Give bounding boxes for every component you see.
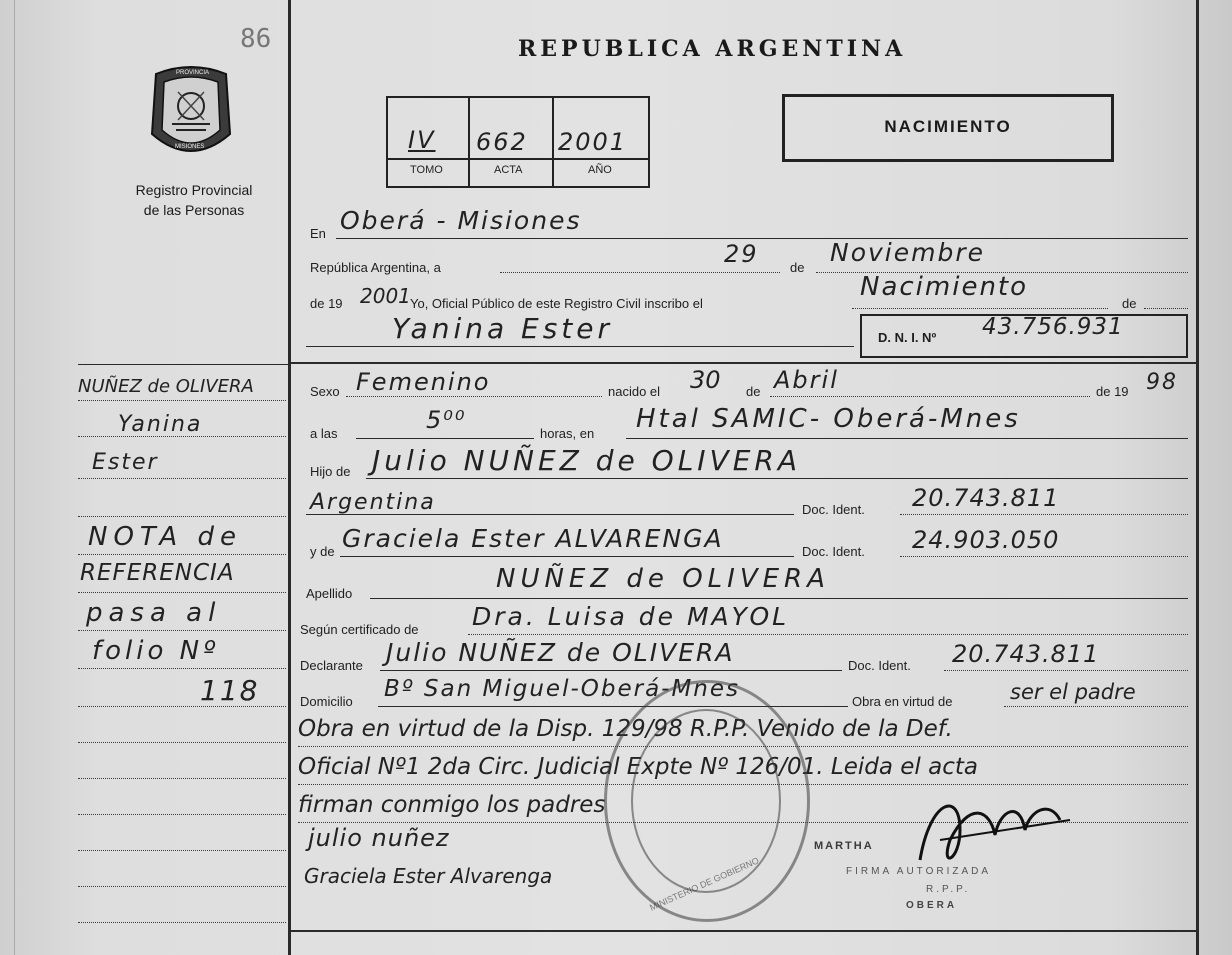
yo-label: Yo, Oficial Público de este Registro Civil inscribo el xyxy=(410,296,703,311)
birth-year-value: 98 xyxy=(1146,370,1178,395)
inscription-end-dots xyxy=(1144,308,1188,309)
day-value: 29 xyxy=(724,240,759,268)
tomo-value: IV xyxy=(408,126,436,154)
horas-label: horas, en xyxy=(540,426,595,441)
domicilio-line xyxy=(378,706,848,707)
official-stamp-title: FIRMA AUTORIZADA xyxy=(846,866,992,877)
birth-month-value: Abril xyxy=(774,366,839,394)
father-doc-dots xyxy=(900,514,1188,515)
certificado-value: Dra. Luisa de MAYOL xyxy=(472,602,790,631)
country-title: REPUBLICA ARGENTINA xyxy=(518,36,907,62)
child-name-line xyxy=(306,346,854,347)
margin-surname: NUÑEZ de OLIVERA xyxy=(78,376,254,397)
remark-line-3: firman conmigo los padres xyxy=(298,792,606,818)
year-prefix-label: de 19 xyxy=(310,296,343,311)
left-column-border xyxy=(288,0,291,955)
margin-rule xyxy=(78,630,286,631)
margin-rule xyxy=(78,516,286,517)
official-stamp-office: R.P.P. xyxy=(926,884,971,895)
father-nationality-value: Argentina xyxy=(310,490,436,515)
margin-rule xyxy=(78,850,286,851)
hijo-label: Hijo de xyxy=(310,464,351,479)
obra-label: Obra en virtud de xyxy=(852,694,953,709)
margin-rule xyxy=(78,886,286,887)
margin-given-name-1: Yanina xyxy=(118,412,203,437)
mother-doc-value: 24.903.050 xyxy=(912,526,1060,554)
margin-note-3: pasa al xyxy=(86,598,222,628)
margin-rule xyxy=(78,478,286,479)
remark-line-2: Oficial Nº1 2da Circ. Judicial Expte Nº 126/01. Leida el acta xyxy=(298,754,978,780)
father-value: Julio NUÑEZ de OLIVERA xyxy=(372,444,802,477)
domicilio-label: Domicilio xyxy=(300,694,353,709)
certificado-label: Según certificado de xyxy=(300,622,419,637)
nacido-label: nacido el xyxy=(608,384,661,399)
tomo-label: TOMO xyxy=(410,164,443,176)
record-divider-1 xyxy=(468,98,470,186)
republica-dots xyxy=(500,272,780,273)
margin-rule xyxy=(78,922,286,923)
child-name-value: Yanina Ester xyxy=(392,312,614,345)
father-line xyxy=(366,478,1188,479)
page-number: 86 xyxy=(240,24,272,54)
signature-father: julio nuñez xyxy=(308,824,450,852)
apellido-line xyxy=(370,598,1188,599)
official-signature xyxy=(900,780,1080,880)
official-stamp-city: OBERA xyxy=(906,900,958,911)
seal-text-top: PROVINCIA xyxy=(176,70,210,76)
margin-rule xyxy=(78,400,286,401)
sexo-dots xyxy=(346,396,602,397)
y-de-label: y de xyxy=(310,544,335,559)
registry-line-1: Registro Provincial xyxy=(135,182,253,198)
type-box xyxy=(782,94,1114,162)
obra-value: ser el padre xyxy=(1010,680,1136,704)
mother-doc-label: Doc. Ident. xyxy=(802,544,865,559)
certificado-dots xyxy=(468,634,1188,635)
left-page-edge xyxy=(14,0,15,955)
en-line xyxy=(336,238,1188,239)
margin-rule xyxy=(78,778,286,779)
margin-rule xyxy=(78,592,286,593)
declarante-value: Julio NUÑEZ de OLIVERA xyxy=(386,638,735,667)
father-doc-label: Doc. Ident. xyxy=(802,502,865,517)
seal-text-bottom: MISIONES xyxy=(175,144,205,150)
place-line xyxy=(626,438,1188,439)
en-value: Oberá - Misiones xyxy=(340,206,582,235)
birth-month-dots xyxy=(770,396,1090,397)
hour-line xyxy=(356,438,534,439)
declarante-line xyxy=(380,670,842,671)
birth-day-value: 30 xyxy=(690,366,721,394)
place-value: Htal SAMIC- Oberá-Mnes xyxy=(636,404,1021,434)
inscription-dots xyxy=(852,308,1108,309)
sexo-label: Sexo xyxy=(310,384,340,399)
margin-top-line xyxy=(78,364,288,365)
en-label: En xyxy=(310,226,326,241)
province-seal xyxy=(148,64,234,164)
obra-dots xyxy=(1004,706,1188,707)
section-divider xyxy=(290,362,1196,364)
record-year-value: 2001 xyxy=(360,284,411,308)
acta-value: 662 xyxy=(476,128,528,156)
birth-de-label: de xyxy=(746,384,761,399)
margin-note-2: REFERENCIA xyxy=(80,560,235,586)
republica-label: República Argentina, a xyxy=(310,260,441,275)
record-divider-2 xyxy=(552,98,554,186)
sexo-value: Femenino xyxy=(356,368,491,396)
declarante-doc-label: Doc. Ident. xyxy=(848,658,911,673)
year-label: AÑO xyxy=(588,164,612,176)
declarante-doc-dots xyxy=(944,670,1188,671)
declarante-doc-value: 20.743.811 xyxy=(952,640,1100,668)
month-value: Noviembre xyxy=(830,238,985,267)
type-box-label: NACIMIENTO xyxy=(884,117,1012,136)
registry-stamp xyxy=(604,680,810,922)
dni-label: D. N. I. Nº xyxy=(878,330,937,345)
remark-line-1: Obra en virtud de la Disp. 129/98 R.P.P. Venido de la Def. xyxy=(298,716,953,742)
registry-title xyxy=(96,180,292,220)
margin-given-name-2: Ester xyxy=(92,450,159,475)
margin-rule xyxy=(78,742,286,743)
domicilio-value: Bº San Miguel-Oberá-Mnes xyxy=(384,676,741,702)
dni-value: 43.756.931 xyxy=(982,314,1124,340)
inscription-de-label: de xyxy=(1122,296,1137,311)
hour-value: 5⁰⁰ xyxy=(426,406,467,434)
signature-mother: Graciela Ester Alvarenga xyxy=(304,864,553,888)
record-label-divider xyxy=(388,158,648,160)
inscription-value: Nacimiento xyxy=(860,272,1029,302)
a-las-label: a las xyxy=(310,426,338,441)
margin-note-4: folio Nº xyxy=(92,636,220,666)
margin-rule xyxy=(78,814,286,815)
year-value: 2001 xyxy=(558,128,628,156)
record-number-box xyxy=(386,96,650,188)
father-doc-value: 20.743.811 xyxy=(912,484,1060,512)
registry-stamp-text: MINISTERIO DE GOBIERNO xyxy=(648,855,761,913)
official-stamp-name: MARTHA xyxy=(814,840,874,852)
margin-note-1: NOTA de xyxy=(88,522,242,552)
margin-rule xyxy=(78,554,286,555)
birth-year-prefix-label: de 19 xyxy=(1096,384,1129,399)
apellido-value: NUÑEZ de OLIVERA xyxy=(496,564,830,594)
mother-doc-dots xyxy=(900,556,1188,557)
right-form-border xyxy=(1196,0,1199,955)
registry-stamp-inner xyxy=(631,709,781,893)
nationality-line xyxy=(306,514,794,515)
acta-label: ACTA xyxy=(494,164,523,176)
mother-line xyxy=(340,556,794,557)
margin-rule xyxy=(78,668,286,669)
apellido-label: Apellido xyxy=(306,586,353,601)
month-de-label: de xyxy=(790,260,805,275)
margin-note-5: 118 xyxy=(200,674,260,707)
bottom-rule xyxy=(290,930,1196,932)
declarante-label: Declarante xyxy=(300,658,363,673)
mother-value: Graciela Ester ALVARENGA xyxy=(342,524,724,553)
registry-line-2: de las Personas xyxy=(143,202,245,218)
